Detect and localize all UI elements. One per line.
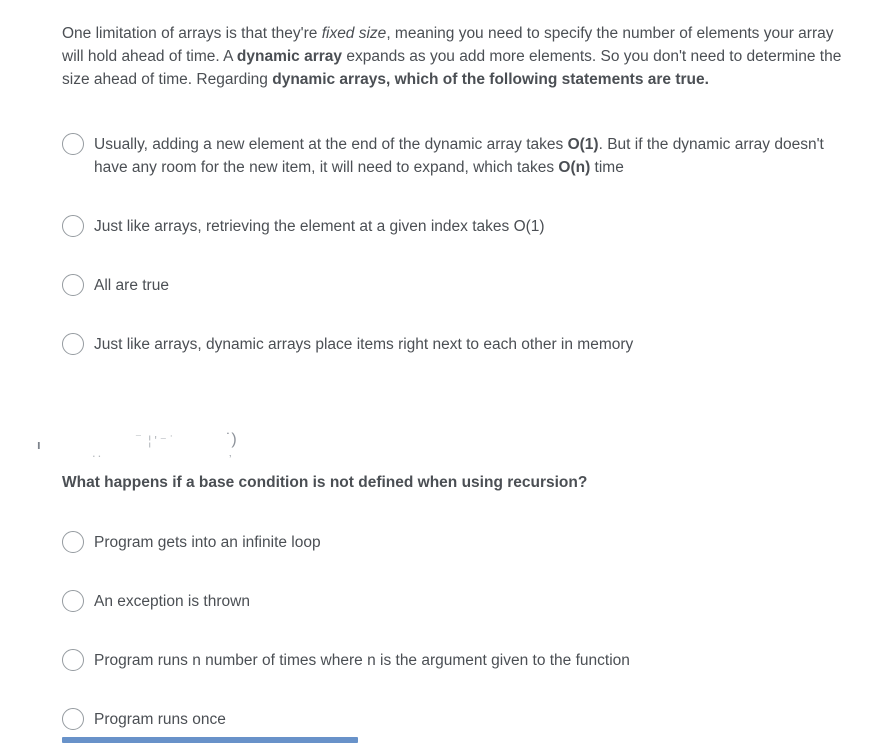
- artifact-fragment: ‚: [229, 447, 232, 459]
- radio-button-icon[interactable]: [62, 531, 84, 553]
- question2-option-4[interactable]: [62, 708, 852, 731]
- question1-option-3[interactable]: [62, 274, 852, 297]
- artifact-fragment: ..: [92, 445, 104, 460]
- option-label: Program runs n number of times where n is the argument given to the function: [94, 652, 630, 669]
- question1-option-2[interactable]: [62, 215, 852, 238]
- radio-button-icon[interactable]: [62, 649, 84, 671]
- radio-button-icon[interactable]: [62, 708, 84, 730]
- question2-option-2[interactable]: [62, 590, 852, 613]
- option-label: Program runs once: [94, 711, 226, 728]
- option-label: All are true: [94, 277, 169, 294]
- question1-option-4[interactable]: [62, 333, 852, 356]
- option-label: Program gets into an infinite loop: [94, 534, 321, 551]
- radio-button-icon[interactable]: [62, 333, 84, 355]
- question1-option-1[interactable]: [62, 133, 852, 179]
- artifact-fragment: ¦'⁻˙: [148, 433, 178, 448]
- artifact-fragment: ˙): [226, 431, 237, 448]
- question1-options: [62, 133, 852, 392]
- option-label: Usually, adding a new element at the end of the dynamic array takes O(1). But if the dynamic array doesn't have any room for the new item, it will need to expand, which takes O(n) time: [94, 136, 824, 176]
- question2-prompt: What happens if a base condition is not defined when using recursion?: [62, 474, 588, 491]
- artifact-fragment: ⁻: [135, 430, 142, 445]
- question2-options: [62, 531, 852, 743]
- radio-button-icon[interactable]: [62, 590, 84, 612]
- question2-option-1[interactable]: [62, 531, 852, 554]
- option-label: An exception is thrown: [94, 593, 250, 610]
- artifact-fragment: ı: [37, 437, 41, 452]
- radio-button-icon[interactable]: [62, 215, 84, 237]
- radio-button-icon[interactable]: [62, 274, 84, 296]
- question2-option-3[interactable]: [62, 649, 852, 672]
- radio-button-icon[interactable]: [62, 133, 84, 155]
- option-label: Just like arrays, retrieving the element at a given index takes O(1): [94, 218, 545, 235]
- question1-prompt: One limitation of arrays is that they're fixed size, meaning you need to specify the number of elements your array will hold ahead of time. A dynamic array expands as you add more elements. So you don't need to determine the size ahead of time. Regarding dynamic arrays, which of the following statements are true.: [62, 24, 842, 88]
- option-label: Just like arrays, dynamic arrays place items right next to each other in memory: [94, 336, 634, 353]
- bottom-accent-bar: [62, 737, 358, 743]
